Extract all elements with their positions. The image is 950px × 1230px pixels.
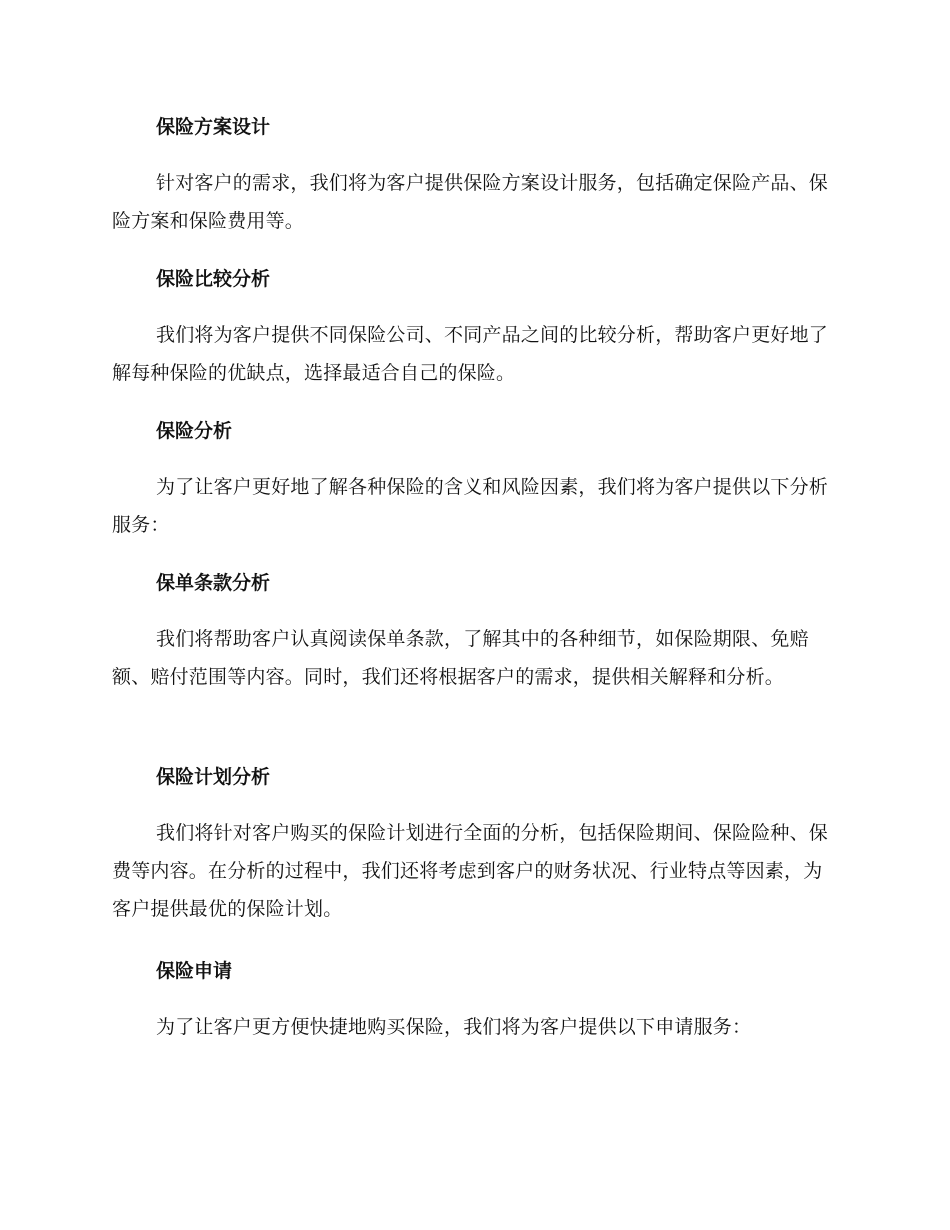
section-paragraph: 我们将为客户提供不同保险公司、不同产品之间的比较分析，帮助客户更好地了解每种保险的优缺点，选择最适合自己的保险。: [112, 324, 829, 384]
section-paragraph: 我们将帮助客户认真阅读保单条款，了解其中的各种细节，如保险期限、免赔额、赔付范围等内容。同时，我们还将根据客户的需求，提供相关解释和分析。: [112, 628, 809, 688]
section-paragraph: 为了让客户更好地了解各种保险的含义和风险因素，我们将为客户提供以下分析服务：: [112, 476, 829, 536]
section-heading: 保险比较分析: [156, 268, 271, 290]
section-heading: 保单条款分析: [156, 572, 271, 594]
section-paragraph: 为了让客户更方便快捷地购买保险，我们将为客户提供以下申请服务：: [156, 1016, 752, 1038]
section-heading: 保险计划分析: [156, 766, 271, 788]
section-heading: 保险分析: [156, 420, 233, 442]
section-paragraph: 我们将针对客户购买的保险计划进行全面的分析，包括保险期间、保险险种、保费等内容。在分析的过程中，我们还将考虑到客户的财务状况、行业特点等因素，为客户提供最优的保险计划。: [112, 822, 829, 920]
section-heading: 保险申请: [156, 960, 233, 982]
section-paragraph: 针对客户的需求，我们将为客户提供保险方案设计服务，包括确定保险产品、保险方案和保险费用等。: [112, 172, 829, 232]
section-heading: 保险方案设计: [156, 116, 271, 138]
